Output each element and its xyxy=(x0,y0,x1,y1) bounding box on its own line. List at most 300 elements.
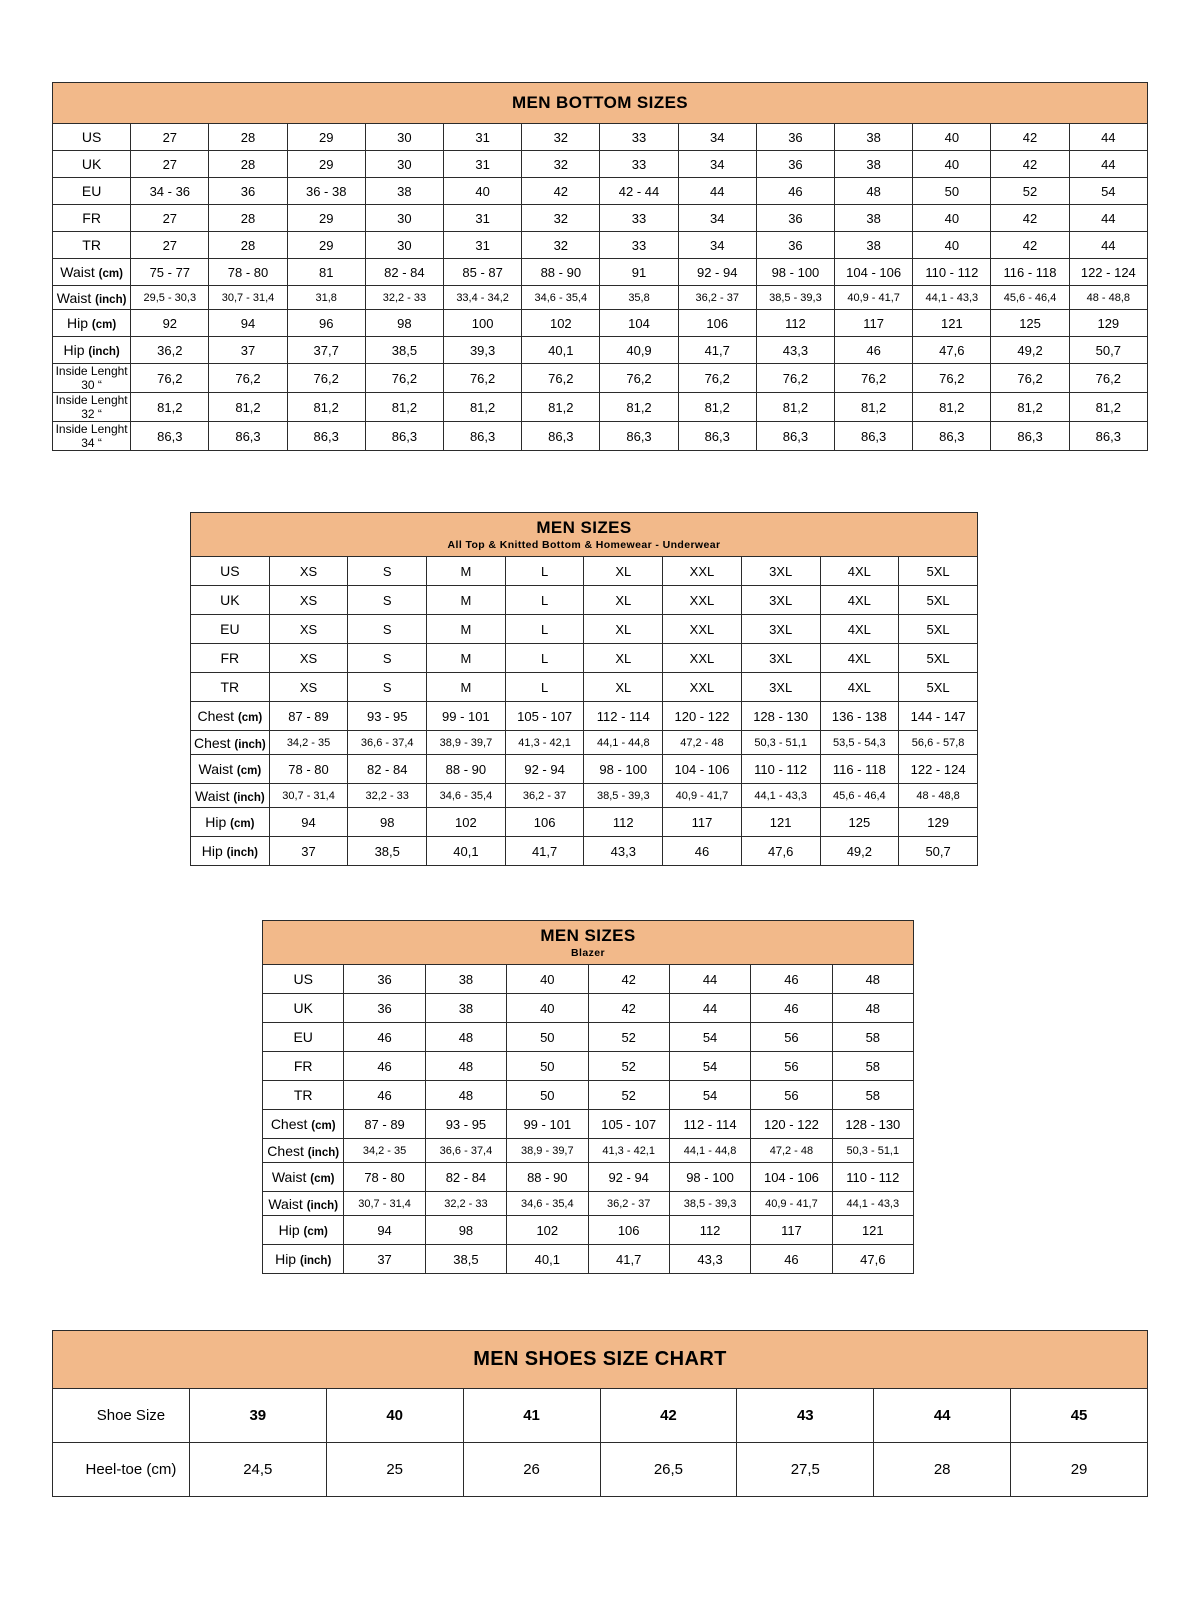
table-cell: 30 xyxy=(365,151,443,178)
table-cell: 116 - 118 xyxy=(991,259,1069,286)
table-cell: 40,1 xyxy=(427,837,506,866)
table-row xyxy=(53,393,1148,422)
row-label xyxy=(191,673,270,702)
table-cell: 58 xyxy=(832,1081,913,1110)
table-row xyxy=(191,808,978,837)
table-cell: 5XL xyxy=(899,557,978,586)
row-label xyxy=(191,731,270,755)
table-cell: 45,6 - 46,4 xyxy=(820,784,899,808)
row-label-text: Hip xyxy=(67,315,89,331)
table-cell: 33,4 - 34,2 xyxy=(444,286,522,310)
table-cell: 86,3 xyxy=(444,422,522,451)
table-cell: 41,7 xyxy=(505,837,584,866)
table-cell: 76,2 xyxy=(1069,364,1147,393)
table-cell: 42 xyxy=(991,232,1069,259)
row-label xyxy=(263,994,344,1023)
table-cell: 42 xyxy=(991,151,1069,178)
table-cell: 37 xyxy=(269,837,348,866)
table-cell: 44,1 - 44,8 xyxy=(584,731,663,755)
table-cell: 110 - 112 xyxy=(913,259,991,286)
row-label xyxy=(53,286,131,310)
row-label xyxy=(263,1139,344,1163)
row-label xyxy=(53,178,131,205)
table-cell: 44 xyxy=(874,1389,1011,1443)
table-men-sizes-tops xyxy=(190,512,978,866)
table-cell: 81,2 xyxy=(756,393,834,422)
table-cell: 49,2 xyxy=(820,837,899,866)
table-cell: 86,3 xyxy=(287,422,365,451)
row-label xyxy=(191,586,270,615)
table-cell: 105 - 107 xyxy=(588,1110,669,1139)
table-cell: 45 xyxy=(1011,1389,1148,1443)
table-cell: 125 xyxy=(991,310,1069,337)
table-cell: 46 xyxy=(751,1245,832,1274)
table-cell: 44 xyxy=(669,994,750,1023)
table-cell: 50 xyxy=(913,178,991,205)
table-cell: 41,3 - 42,1 xyxy=(588,1139,669,1163)
table-cell: 54 xyxy=(669,1023,750,1052)
table-cell: 25 xyxy=(326,1443,463,1497)
table-cell: 29,5 - 30,3 xyxy=(131,286,209,310)
table-cell: 92 - 94 xyxy=(588,1163,669,1192)
row-label xyxy=(53,422,131,451)
table-cell: 36,2 - 37 xyxy=(505,784,584,808)
row-label-unit: (inch) xyxy=(234,738,266,751)
table-cell: 106 xyxy=(588,1216,669,1245)
table-cell: 24,5 xyxy=(189,1443,326,1497)
row-label-text: TR xyxy=(220,679,240,695)
table-cell: 36 xyxy=(756,232,834,259)
row-label xyxy=(263,1216,344,1245)
row-label xyxy=(53,337,131,364)
table-cell: 125 xyxy=(820,808,899,837)
row-label-text: Waist xyxy=(271,1169,307,1185)
row-label-text: Shoe Size xyxy=(96,1407,166,1424)
table-cell: 112 xyxy=(756,310,834,337)
table-cell: 110 - 112 xyxy=(741,755,820,784)
table-cell: 120 - 122 xyxy=(663,702,742,731)
table-cell: 50,7 xyxy=(899,837,978,866)
table-cell: 98 - 100 xyxy=(756,259,834,286)
table-row xyxy=(191,837,978,866)
table-cell: 42 xyxy=(522,178,600,205)
table-title: MEN SIZES xyxy=(536,518,632,537)
table-cell: 56 xyxy=(751,1052,832,1081)
table-cell: 81,2 xyxy=(365,393,443,422)
table-cell: S xyxy=(348,615,427,644)
table-row xyxy=(53,310,1148,337)
table-cell: 34 xyxy=(678,232,756,259)
table-cell: 42 xyxy=(588,965,669,994)
row-label xyxy=(263,1023,344,1052)
table-cell: 37,7 xyxy=(287,337,365,364)
table-cell: 110 - 112 xyxy=(832,1163,913,1192)
table-row xyxy=(263,1192,914,1216)
table-cell: 38,5 xyxy=(365,337,443,364)
table-cell: 32 xyxy=(522,205,600,232)
table-title-cell xyxy=(191,513,978,557)
table-cell: 40,9 - 41,7 xyxy=(751,1192,832,1216)
table-cell: 47,6 xyxy=(832,1245,913,1274)
table-cell: 36,6 - 37,4 xyxy=(425,1139,506,1163)
row-label-text: Chest xyxy=(193,734,231,751)
table-cell: 30,7 - 31,4 xyxy=(269,784,348,808)
table-cell: 104 - 106 xyxy=(663,755,742,784)
table-cell: S xyxy=(348,557,427,586)
row-label-text: US xyxy=(220,563,240,579)
table-cell: 41,7 xyxy=(588,1245,669,1274)
table-cell: 42 - 44 xyxy=(600,178,678,205)
table-title-cell xyxy=(263,921,914,965)
row-label xyxy=(53,1443,190,1497)
table-cell: 47,2 - 48 xyxy=(751,1139,832,1163)
table-body xyxy=(263,921,914,1274)
table-cell: 86,3 xyxy=(991,422,1069,451)
table-cell: 29 xyxy=(1011,1443,1148,1497)
table-cell: 117 xyxy=(751,1216,832,1245)
table-cell: 27,5 xyxy=(737,1443,874,1497)
table-cell: 75 - 77 xyxy=(131,259,209,286)
table-men-bottom-sizes xyxy=(52,82,1148,451)
table-title-row xyxy=(53,1331,1148,1389)
table-cell: S xyxy=(348,586,427,615)
table-cell: 48 - 48,8 xyxy=(899,784,978,808)
row-label xyxy=(263,1245,344,1274)
table-title: MEN SIZES xyxy=(540,926,636,945)
table-row xyxy=(53,124,1148,151)
table-cell: 117 xyxy=(663,808,742,837)
row-label-text: Waist xyxy=(268,1195,303,1212)
row-label-text: FR xyxy=(220,650,240,666)
table-cell: 30,7 - 31,4 xyxy=(344,1192,425,1216)
table-cell: 30 xyxy=(365,232,443,259)
table-cell: 48 xyxy=(832,994,913,1023)
table-cell: XXL xyxy=(663,673,742,702)
row-label-unit: (inch) xyxy=(306,1199,339,1212)
table-cell: 36,2 - 37 xyxy=(588,1192,669,1216)
row-label-text: UK xyxy=(81,156,102,172)
row-label-text: EU xyxy=(293,1029,313,1045)
table-cell: 54 xyxy=(669,1052,750,1081)
table-cell: 27 xyxy=(131,232,209,259)
row-label-text: Hip xyxy=(205,814,227,830)
table-cell: 49,2 xyxy=(991,337,1069,364)
table-cell: XS xyxy=(269,673,348,702)
table-cell: 36,2 xyxy=(131,337,209,364)
row-label-text: Inside Lenght 32 “ xyxy=(55,393,128,421)
table-cell: 40 xyxy=(507,965,588,994)
table-cell: 81,2 xyxy=(913,393,991,422)
table-cell: 50 xyxy=(507,1081,588,1110)
table-cell: 86,3 xyxy=(756,422,834,451)
table-row xyxy=(263,1081,914,1110)
table-cell: 38 xyxy=(365,178,443,205)
row-label xyxy=(191,837,270,866)
table-cell: 44 xyxy=(678,178,756,205)
table-cell: 106 xyxy=(678,310,756,337)
row-label-unit: (cm) xyxy=(310,1173,335,1185)
table-cell: M xyxy=(427,557,506,586)
table-cell: 76,2 xyxy=(678,364,756,393)
table-row xyxy=(53,151,1148,178)
table-cell: 78 - 80 xyxy=(344,1163,425,1192)
row-label xyxy=(53,259,131,286)
table-cell: 33 xyxy=(600,232,678,259)
table-cell: 39 xyxy=(189,1389,326,1443)
table-cell: 87 - 89 xyxy=(344,1110,425,1139)
table-cell: 33 xyxy=(600,151,678,178)
table-cell: 92 xyxy=(131,310,209,337)
table-cell: 4XL xyxy=(820,673,899,702)
table-cell: XXL xyxy=(663,586,742,615)
table-cell: 29 xyxy=(287,205,365,232)
row-label xyxy=(191,755,270,784)
row-label-text: US xyxy=(293,971,313,987)
table-cell: 76,2 xyxy=(287,364,365,393)
table-cell: 76,2 xyxy=(131,364,209,393)
row-label xyxy=(53,205,131,232)
table-cell: 42 xyxy=(991,124,1069,151)
table-cell: 29 xyxy=(287,151,365,178)
table-cell: 81,2 xyxy=(444,393,522,422)
row-label-text: Chest xyxy=(267,1142,304,1159)
table-row xyxy=(53,1443,1148,1497)
row-label-unit: (inch) xyxy=(233,791,265,804)
table-cell: 36 - 38 xyxy=(287,178,365,205)
table-cell: 121 xyxy=(913,310,991,337)
table-row xyxy=(263,1052,914,1081)
table-cell: 41,7 xyxy=(678,337,756,364)
table-cell: 128 - 130 xyxy=(741,702,820,731)
table-row xyxy=(53,364,1148,393)
table-cell: 48 xyxy=(832,965,913,994)
row-label-text: Hip xyxy=(201,843,223,859)
table-cell: 35,8 xyxy=(600,286,678,310)
table-cell: 4XL xyxy=(820,644,899,673)
table-cell: 52 xyxy=(588,1023,669,1052)
table-men-sizes-blazer xyxy=(262,920,914,1274)
row-label xyxy=(263,1192,344,1216)
table-cell: 94 xyxy=(209,310,287,337)
row-label-text: FR xyxy=(293,1058,313,1074)
table-cell: 52 xyxy=(588,1081,669,1110)
table-subtitle: Blazer xyxy=(571,947,605,959)
table-cell: 40 xyxy=(913,232,991,259)
table-cell: 86,3 xyxy=(522,422,600,451)
table-cell: 34,6 - 35,4 xyxy=(427,784,506,808)
row-label-text: UK xyxy=(220,592,240,608)
table-cell: 31 xyxy=(444,205,522,232)
row-label xyxy=(263,1163,344,1192)
table-cell: 40 xyxy=(444,178,522,205)
table-cell: 47,6 xyxy=(913,337,991,364)
table-row xyxy=(191,557,978,586)
table-row xyxy=(53,422,1148,451)
table-cell: 81,2 xyxy=(131,393,209,422)
table-cell: 40 xyxy=(507,994,588,1023)
row-label-text: Waist xyxy=(60,264,95,280)
row-label xyxy=(191,702,270,731)
table-cell: XS xyxy=(269,615,348,644)
table-cell: 128 - 130 xyxy=(832,1110,913,1139)
table-cell: M xyxy=(427,644,506,673)
table-cell: 28 xyxy=(209,205,287,232)
table-cell: 38 xyxy=(835,205,913,232)
table-cell: 38 xyxy=(425,994,506,1023)
row-label xyxy=(191,644,270,673)
table-cell: 3XL xyxy=(741,644,820,673)
table-cell: 58 xyxy=(832,1023,913,1052)
row-label-unit: (cm) xyxy=(237,712,263,724)
row-label xyxy=(53,393,131,422)
table-cell: 36 xyxy=(209,178,287,205)
table-cell: 47,6 xyxy=(741,837,820,866)
row-label-text: Hip xyxy=(63,342,85,358)
row-label-unit: (inch) xyxy=(88,346,120,358)
table-row xyxy=(191,702,978,731)
row-label-text: EU xyxy=(81,183,102,199)
table-cell: 85 - 87 xyxy=(444,259,522,286)
table-cell: 46 xyxy=(835,337,913,364)
table-cell: 86,3 xyxy=(209,422,287,451)
table-cell: 50 xyxy=(507,1023,588,1052)
table-cell: S xyxy=(348,673,427,702)
table-cell: 38 xyxy=(835,124,913,151)
row-label xyxy=(263,1110,344,1139)
table-cell: 81,2 xyxy=(1069,393,1147,422)
table-cell: 32 xyxy=(522,151,600,178)
table-cell: 76,2 xyxy=(600,364,678,393)
table-cell: 122 - 124 xyxy=(899,755,978,784)
row-label-text: UK xyxy=(293,1000,313,1016)
table-row xyxy=(53,337,1148,364)
row-label xyxy=(53,124,131,151)
table-cell: M xyxy=(427,615,506,644)
table-cell: 99 - 101 xyxy=(427,702,506,731)
row-label-text: TR xyxy=(82,237,101,253)
table-cell: 54 xyxy=(1069,178,1147,205)
table-cell: 31 xyxy=(444,151,522,178)
table-cell: 40,1 xyxy=(507,1245,588,1274)
table-cell: 78 - 80 xyxy=(269,755,348,784)
table-cell: 88 - 90 xyxy=(507,1163,588,1192)
row-label xyxy=(263,1052,344,1081)
table-cell: 45,6 - 46,4 xyxy=(991,286,1069,310)
table-cell: 48 xyxy=(425,1081,506,1110)
table-cell: 32 xyxy=(522,232,600,259)
table-cell: 38,9 - 39,7 xyxy=(427,731,506,755)
table-cell: 37 xyxy=(344,1245,425,1274)
table-cell: 37 xyxy=(209,337,287,364)
table-cell: 44 xyxy=(1069,232,1147,259)
table-cell: M xyxy=(427,673,506,702)
table-cell: 48 xyxy=(425,1023,506,1052)
table-cell: 52 xyxy=(991,178,1069,205)
table-cell: 44,1 - 43,3 xyxy=(741,784,820,808)
table-men-shoes-size-chart xyxy=(52,1330,1148,1497)
row-label xyxy=(53,232,131,259)
table-row xyxy=(53,205,1148,232)
table-cell: 3XL xyxy=(741,615,820,644)
table-cell: 76,2 xyxy=(835,364,913,393)
table-cell: 98 xyxy=(348,808,427,837)
table-cell: 36 xyxy=(344,965,425,994)
row-label xyxy=(53,310,131,337)
table-row xyxy=(191,644,978,673)
table-row xyxy=(191,615,978,644)
table-cell: XL xyxy=(584,557,663,586)
table-cell: 88 - 90 xyxy=(522,259,600,286)
row-label-unit: (cm) xyxy=(91,319,117,331)
table-cell: 43,3 xyxy=(584,837,663,866)
table-cell: 44 xyxy=(1069,205,1147,232)
table-cell: 112 xyxy=(584,808,663,837)
table-cell: 4XL xyxy=(820,615,899,644)
table-cell: 3XL xyxy=(741,673,820,702)
row-label-text: US xyxy=(81,129,102,145)
table-cell: 5XL xyxy=(899,673,978,702)
table-cell: 88 - 90 xyxy=(427,755,506,784)
table-cell: 32,2 - 33 xyxy=(425,1192,506,1216)
table-cell: 129 xyxy=(899,808,978,837)
table-cell: 44 xyxy=(669,965,750,994)
table-cell: 86,3 xyxy=(365,422,443,451)
table-row xyxy=(263,1245,914,1274)
table-cell: 34,6 - 35,4 xyxy=(507,1192,588,1216)
table-row xyxy=(191,755,978,784)
table-cell: 40 xyxy=(326,1389,463,1443)
table-cell: 86,3 xyxy=(600,422,678,451)
table-cell: L xyxy=(505,615,584,644)
table-cell: 34,6 - 35,4 xyxy=(522,286,600,310)
table-cell: 94 xyxy=(269,808,348,837)
table-cell: 48 xyxy=(425,1052,506,1081)
table-title-row xyxy=(53,83,1148,124)
table-cell: L xyxy=(505,673,584,702)
table-cell: 46 xyxy=(756,178,834,205)
table-cell: 46 xyxy=(751,994,832,1023)
table-cell: 46 xyxy=(344,1052,425,1081)
table-title-cell xyxy=(53,1331,1148,1389)
table-cell: 36 xyxy=(756,124,834,151)
table-cell: 40,9 - 41,7 xyxy=(835,286,913,310)
table-cell: 93 - 95 xyxy=(425,1110,506,1139)
table-cell: 40 xyxy=(913,205,991,232)
row-label-unit: (inch) xyxy=(299,1255,332,1267)
row-label-text: Inside Lenght 30 “ xyxy=(55,364,128,392)
table-cell: 42 xyxy=(600,1389,737,1443)
table-cell: 26 xyxy=(463,1443,600,1497)
table-cell: 31,8 xyxy=(287,286,365,310)
table-row xyxy=(263,1023,914,1052)
table-cell: 40,9 xyxy=(600,337,678,364)
table-cell: 29 xyxy=(287,232,365,259)
table-body xyxy=(53,1331,1148,1497)
table-cell: 98 - 100 xyxy=(669,1163,750,1192)
table-cell: 81,2 xyxy=(991,393,1069,422)
table-title-row xyxy=(263,921,914,965)
table-cell: 76,2 xyxy=(991,364,1069,393)
table-cell: 82 - 84 xyxy=(365,259,443,286)
table-cell: 36 xyxy=(756,151,834,178)
table-cell: 38,5 xyxy=(348,837,427,866)
table-cell: 76,2 xyxy=(756,364,834,393)
table-row xyxy=(263,1216,914,1245)
table-cell: 86,3 xyxy=(131,422,209,451)
table-cell: 129 xyxy=(1069,310,1147,337)
table-cell: 40 xyxy=(913,151,991,178)
row-label xyxy=(53,364,131,393)
